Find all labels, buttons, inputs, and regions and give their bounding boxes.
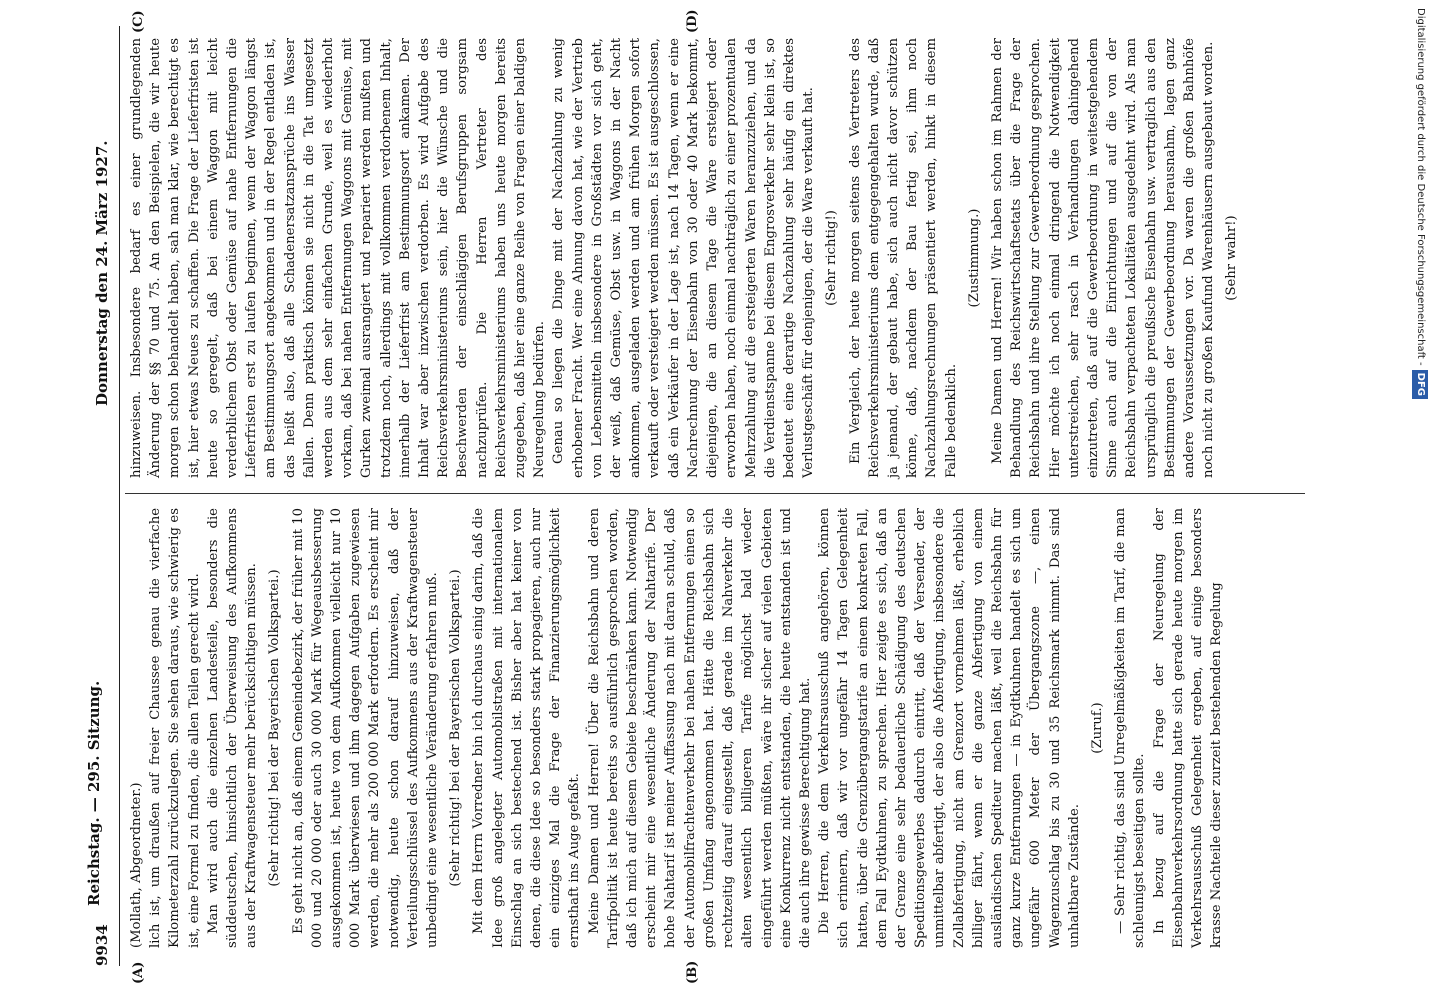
paragraph: Es geht nicht an, daß einem Gemeindebezirk, der früher mit 10 000 und 20 000 oder auch 30 000 Mark für Wegeausbesserung ausgekommen ist, heute von dem Aufkommen vielleicht nur 10 000 Mark überwiesen und ihm dagegen Aufgaben zugewiesen werden, die mehr als 200 000 Mark erfordern. Es erscheint mir notwendig, heute schon darauf hinzuweisen, daß der Verteilungsschlüssel des Aufkommens aus der Kraftwagensteuer unbedingt eine wesentliche Veränderung erfahren muß. [290, 508, 441, 948]
speaker-note: (Mollath, Abgeordneter.) [129, 782, 144, 948]
interjection: (Sehr wahr!) [1224, 215, 1240, 301]
digitization-credit [1412, 8, 1428, 992]
interjection: (Zuruf.) [1089, 702, 1105, 754]
paragraph: In bezug auf die Frage der Neuregelung der Eisenbahnverkehrsordnung hatte sich gerade heute morgen im Verkehrsausschuß Gelegenheit ergeben, auf einige besonders krasse Nachteile dieser zurzeit bestehenden Regelung [1151, 508, 1225, 948]
margin-mark-d: (D) [685, 9, 700, 33]
margin-mark-c: (C) [131, 10, 146, 33]
paragraph: Mit dem Herrn Vorredner bin ich durchaus einig darin, daß die Idee groß angelegter Automobilstraßen mit internationalem Einschlag an sich bestechend ist. Bisher aber hat keiner von denen, die diese Idee so besonders stark propagieren, auch nur ein einziges Mal die Frage der Finanzierungsmöglichkeit ernsthaft ins Auge gefaßt. [471, 508, 583, 948]
header-rule [119, 26, 120, 966]
rotated-page-content [85, 9, 1319, 984]
paragraph: Meine Damen und Herren! Wir haben schon im Rahmen der Behandlung des Reichswirtschaftsetats über die Frage der Reichsbahn und ihre Stellung zur Gewerbeordnung gesprochen. Hier möchte ich noch einmal dringend die Notwendigkeit unterstreichen, sehr rasch in Verhandlungen dahingehend einzutreten, daß auf die Gewerbeordnung in weitestgehendem Sinne auch auf die Einrichtungen und auf die von der Reichsbahn verpachteten Lokalitäten ausgedehnt wird. Als man ursprünglich die preußische Eisenbahn usw. vertraglich aus den Bestimmungen der Gewerbeordnung herausnahm, lagen ganz andere Voraussetzungen vor. Da waren die großen Bahnhöfe noch nicht zu großen Kaufund Warenhäusern ausgebaut worden. [989, 38, 1217, 478]
margin-mark-a: (A) [131, 961, 146, 984]
paragraph: Ein Vergleich, der heute morgen seitens des Vertreters des Reichsverkehrsministeriums dem entgegengehalten wurde, daß ja jemand, der gebaut habe, sich auch nicht davor schützen könne, daß, nachdem der Bau fertig sei, ihm noch Nachzahlungsrechnungen präsentiert werden, hinkt in diesem Falle bedenklich. [847, 38, 959, 478]
page-header [85, 26, 119, 966]
paragraph: — Sehr richtig, das sind Unregelmäßigkeiten im Tarif, die man schleunigst beseitigen sollte. [1113, 508, 1148, 948]
margin-mark-b: (B) [685, 960, 700, 984]
paragraph: Meine Damen und Herren! Über die Reichsbahn und deren Tarifpolitik ist heute bereits so ausführlich gesprochen worden, daß ich mich auf diesem Gebiete beschränken kann. Notwendig erscheint mir eine wesentliche Änderung der Nahtarife. Der hohe Nahtarif ist meiner Auffassung nach mit daran schuld, daß der Automobilfrachtenverkehr bei nahen Entfernungen einen so großen Umfang angenommen hat. Hätte die Reichsbahn sich rechtzeitig darauf eingestellt, daß gerade im Nahverkehr die alten wesentlich billigeren Tarife möglichst bald wieder eingeführt werden müßten, wäre ihr sicher auf vielen Gebieten eine Konkurrenz nicht entstanden, die heute entstanden ist und die auch ihre gewisse Berechtigung hat. [586, 508, 813, 948]
credit-text: Digitalisierung gefördert durch die Deutsche Forschungsgemeinschaft - [1415, 8, 1426, 366]
interjection: (Sehr richtig! bei der Bayerischen Volkspartei.) [448, 569, 464, 887]
right-column [127, 38, 1246, 478]
paragraph: Man wird auch die einzelnen Landesteile, besonders die süddeutschen, hinsichtlich der Überweisung des Aufkommens aus der Kraftwagensteuer mehr berücksichtigen müssen. [205, 508, 260, 948]
paragraph: Die Herren, die dem Verkehrsausschuß angehören, können sich erinnern, daß wir vor ungefähr 14 Tagen Gelegenheit hatten, über die Grenzübergangstarife an einem konkreten Fall, dem Fall Eydtkuhnen, zu sprechen. Hier zeigte es sich, daß an der Grenze eine sehr bedauerliche Schädigung des deutschen Speditionsgewerbes dadurch eintritt, daß der Versender, der unmittelbar abfertigt, der also die Abfertigung, insbesondere die Zollabfertigung, nicht am Grenzort vornehmen läßt, erheblich billiger fährt, wenn er die ganze Abfertigung von einem ausländischen Spediteur machen läßt, weil die Reichsbahn für ganz kurze Entfernungen — in Eydtkuhnen handelt es sich um ungefähr 600 Meter der Übergangszone —, einen Wagenzuschlag bis zu 30 und 35 Reichsmark nimmt. Das sind unhaltbare Zustände. [817, 508, 1082, 948]
column-divider [125, 493, 1305, 494]
interjection: (Sehr richtig! bei der Bayerischen Volkspartei.) [267, 569, 283, 887]
paragraph: lich ist, um draußen auf freier Chaussee genau die vierfache Kilometerzahl zurückzulegen. Sie sehen daraus, wie schwierig es ist, eine Formel zu finden, die allen Teilen gerecht wird. [148, 508, 202, 948]
session-date: Donnerstag den 24. März 1927. [93, 140, 111, 406]
interjection: (Sehr richtig!) [824, 210, 840, 306]
interjection: (Zustimmung.) [966, 208, 982, 308]
left-column [127, 508, 1226, 948]
dfg-logo: DFG [1412, 370, 1428, 399]
paragraph: Genau so liegen die Dinge mit der Nachzahlung zu wenig erhobener Fracht. Wer eine Ahnung davon hat, wie der Vertrieb von Lebensmitteln insbesondere in Großstädten vor sich geht, der weiß, daß Gemüse, Obst usw. in Waggons in der Nacht ankommen, ausgeladen werden und am frühen Morgen sofort verkauft oder versteigert werden müssen. Es ist ausgeschlossen, daß ein Verkäufer in der Lage ist, nach 14 Tagen, wenn er eine Nachrechnung der Eisenbahn von 30 oder 40 Mark bekommt, diejenigen, die an diesem Tage die Ware ersteigert oder erworben haben, noch einmal nachträglich zu einer prozentualen Mehrzahlung auf die ersteigerten Waren heranzuziehen, und da die Verdienstspanne bei diesem Engrosverkehr sehr klein ist, so bedeutet eine derartige Nachzahlung sehr häufig ein direktes Verlustgeschäft für denjenigen, der die Ware verkauft hat. [551, 38, 817, 478]
page-number: 9934 [93, 924, 111, 966]
paragraph: hinzuweisen. Insbesondere bedarf es einer grundlegenden Änderung der §§ 70 und 75. An den Beispielen, die wir heute morgen schon behandelt haben, sah man klar, wie berechtigt es ist, hier etwas Neues zu schaffen. Die Frage der Lieferfristen ist heute so geregelt, daß bei einem Waggon mit leicht verderblichem Obst oder Gemüse auf nahe Entfernungen die Lieferfristen erst zu laufen beginnen, wenn der Waggon längst am Bestimmungsort angekommen und in der Regel entladen ist, das heißt also, daß alle Schadenersatzansprüche ins Wasser fallen. Denn praktisch können sie nicht in die Tat umgesetzt werden aus dem sehr einfachen Grunde, weil es wiederholt vorkam, daß bei nahen Entfernungen Waggons mit Gemüse, mit Gurken zweimal ausrangiert und repariert werden mußten und trotzdem noch, allerdings mit vollkommen verdorbenem Inhalt, innerhalb der Lieferfrist am Bestimmungsort ankamen. Der Inhalt war aber inzwischen verdorben. Es wird Aufgabe des Reichsverkehrsministeriums sein, hier die Wünsche und die Beschwerden der einschlägigen Berufsgruppen sorgsam nachzuprüfen. Die Herren Vertreter des Reichsverkehrsministeriums haben uns heute morgen bereits zugegeben, daß hier eine ganze Reihe von Fragen einer baldigen Neuregelung bedürfen. [129, 38, 548, 478]
session-title: Reichstag. — 295. Sitzung. [85, 680, 103, 906]
